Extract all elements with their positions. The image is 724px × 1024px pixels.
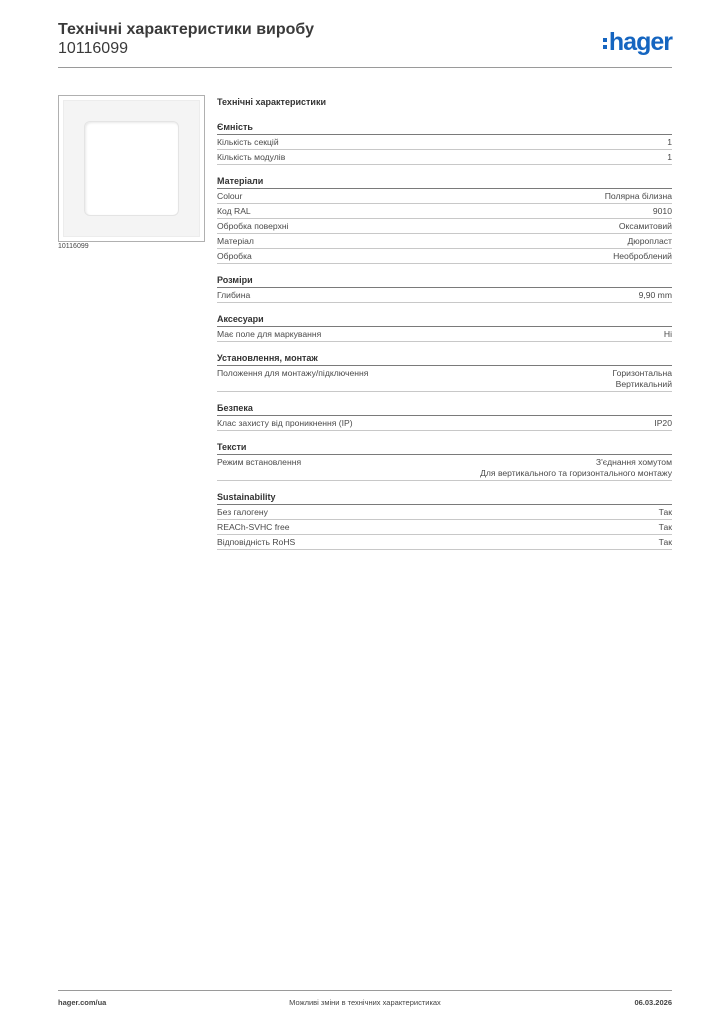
spec-label: Кількість модулів (217, 152, 286, 162)
cover-frame-icon (63, 100, 200, 237)
spec-label: Матеріал (217, 236, 254, 246)
spec-value-line: Полярна білизна (604, 191, 672, 201)
spec-row (217, 288, 672, 303)
spec-label: Глибина (217, 290, 251, 300)
spec-row (217, 455, 672, 481)
spec-value (654, 418, 672, 429)
footer-website-link[interactable]: hager.com/ua (58, 998, 107, 1007)
spec-value-line: З'єднання хомутом (595, 457, 672, 467)
spec-label: Положення для монтажу/підключення (217, 368, 369, 378)
spec-value-line: Горизонтальна (612, 368, 672, 378)
spec-value (605, 191, 672, 202)
logo-text: hager (608, 28, 672, 56)
spec-label: Без галогену (217, 507, 268, 517)
header-divider (58, 67, 672, 68)
product-image-caption: 10116099 (58, 243, 89, 250)
spec-row (217, 204, 672, 219)
spec-label: REACh-SVHC free (217, 522, 290, 532)
frame-opening (85, 122, 178, 215)
spec-section (217, 442, 672, 481)
section-title: Установлення, монтаж (217, 353, 672, 366)
spec-value-line: Ні (663, 329, 672, 339)
section-title: Безпека (217, 403, 672, 416)
logo-dots-icon (603, 35, 608, 52)
spec-value (667, 137, 672, 148)
specs-title: Технічні характеристики (217, 97, 326, 107)
spec-value-line: IP20 (654, 418, 672, 428)
section-title: Матеріали (217, 176, 672, 189)
spec-value-line: 1 (667, 152, 672, 162)
spec-section (217, 275, 672, 303)
spec-value (664, 329, 672, 340)
spec-row (217, 327, 672, 342)
spec-label: Режим встановлення (217, 457, 302, 467)
spec-value-line: Необроблений (613, 251, 672, 261)
spec-row (217, 505, 672, 520)
spec-row (217, 520, 672, 535)
spec-section (217, 314, 672, 342)
spec-section (217, 492, 672, 550)
spec-value (667, 152, 672, 163)
section-title: Аксесуари (217, 314, 672, 327)
spec-row (217, 249, 672, 264)
spec-value-line: Так (658, 522, 672, 532)
specifications (217, 96, 672, 561)
spec-section (217, 403, 672, 431)
spec-value-line: 9,90 mm (638, 290, 672, 300)
spec-label: Код RAL (217, 206, 251, 216)
spec-label: Кількість секцій (217, 137, 279, 147)
spec-value (653, 206, 672, 217)
spec-value (659, 507, 672, 518)
spec-row (217, 416, 672, 431)
spec-value-line: 9010 (652, 206, 672, 216)
spec-label: Має поле для маркування (217, 329, 322, 339)
spec-row (217, 135, 672, 150)
spec-value (613, 251, 672, 262)
product-code: 10116099 (58, 40, 128, 57)
spec-value (619, 221, 672, 232)
spec-value-line: Для вертикального та горизонтального монтажу (480, 468, 672, 478)
spec-value-line: Вертикальний (615, 379, 672, 389)
spec-row (217, 189, 672, 204)
spec-label: Обробка поверхні (217, 221, 289, 231)
section-title: Ємність (217, 122, 672, 135)
spec-section (217, 122, 672, 165)
spec-label: Клас захисту від проникнення (IP) (217, 418, 353, 428)
spec-label: Обробка (217, 251, 252, 261)
spec-value (659, 537, 672, 548)
spec-value-line: Дюропласт (627, 236, 672, 246)
footer-date: 06.03.2026 (634, 998, 672, 1007)
document-title: Технічні характеристики виробу (58, 21, 314, 38)
section-title: Розміри (217, 275, 672, 288)
spec-label: Colour (217, 191, 243, 201)
spec-section (217, 353, 672, 392)
page-header (58, 20, 672, 70)
spec-value (659, 522, 672, 533)
spec-value-line: Так (658, 507, 672, 517)
spec-row (217, 535, 672, 550)
spec-value (627, 236, 672, 247)
spec-label: Відповідність RoHS (217, 537, 296, 547)
footer-disclaimer: Можливі зміни в технічних характеристиках (289, 998, 441, 1007)
spec-value-line: 1 (667, 137, 672, 147)
spec-value (613, 368, 672, 390)
spec-row (217, 219, 672, 234)
product-image (58, 95, 205, 242)
spec-section (217, 176, 672, 264)
spec-row (217, 150, 672, 165)
section-title: Тексти (217, 442, 672, 455)
spec-value (480, 457, 672, 479)
spec-row (217, 234, 672, 249)
spec-value-line: Оксамитовий (618, 221, 672, 231)
spec-value-line: Так (658, 537, 672, 547)
spec-value (639, 290, 672, 301)
footer-divider (58, 990, 672, 991)
hager-logo (603, 28, 672, 57)
section-title: Sustainability (217, 492, 672, 505)
spec-row (217, 366, 672, 392)
